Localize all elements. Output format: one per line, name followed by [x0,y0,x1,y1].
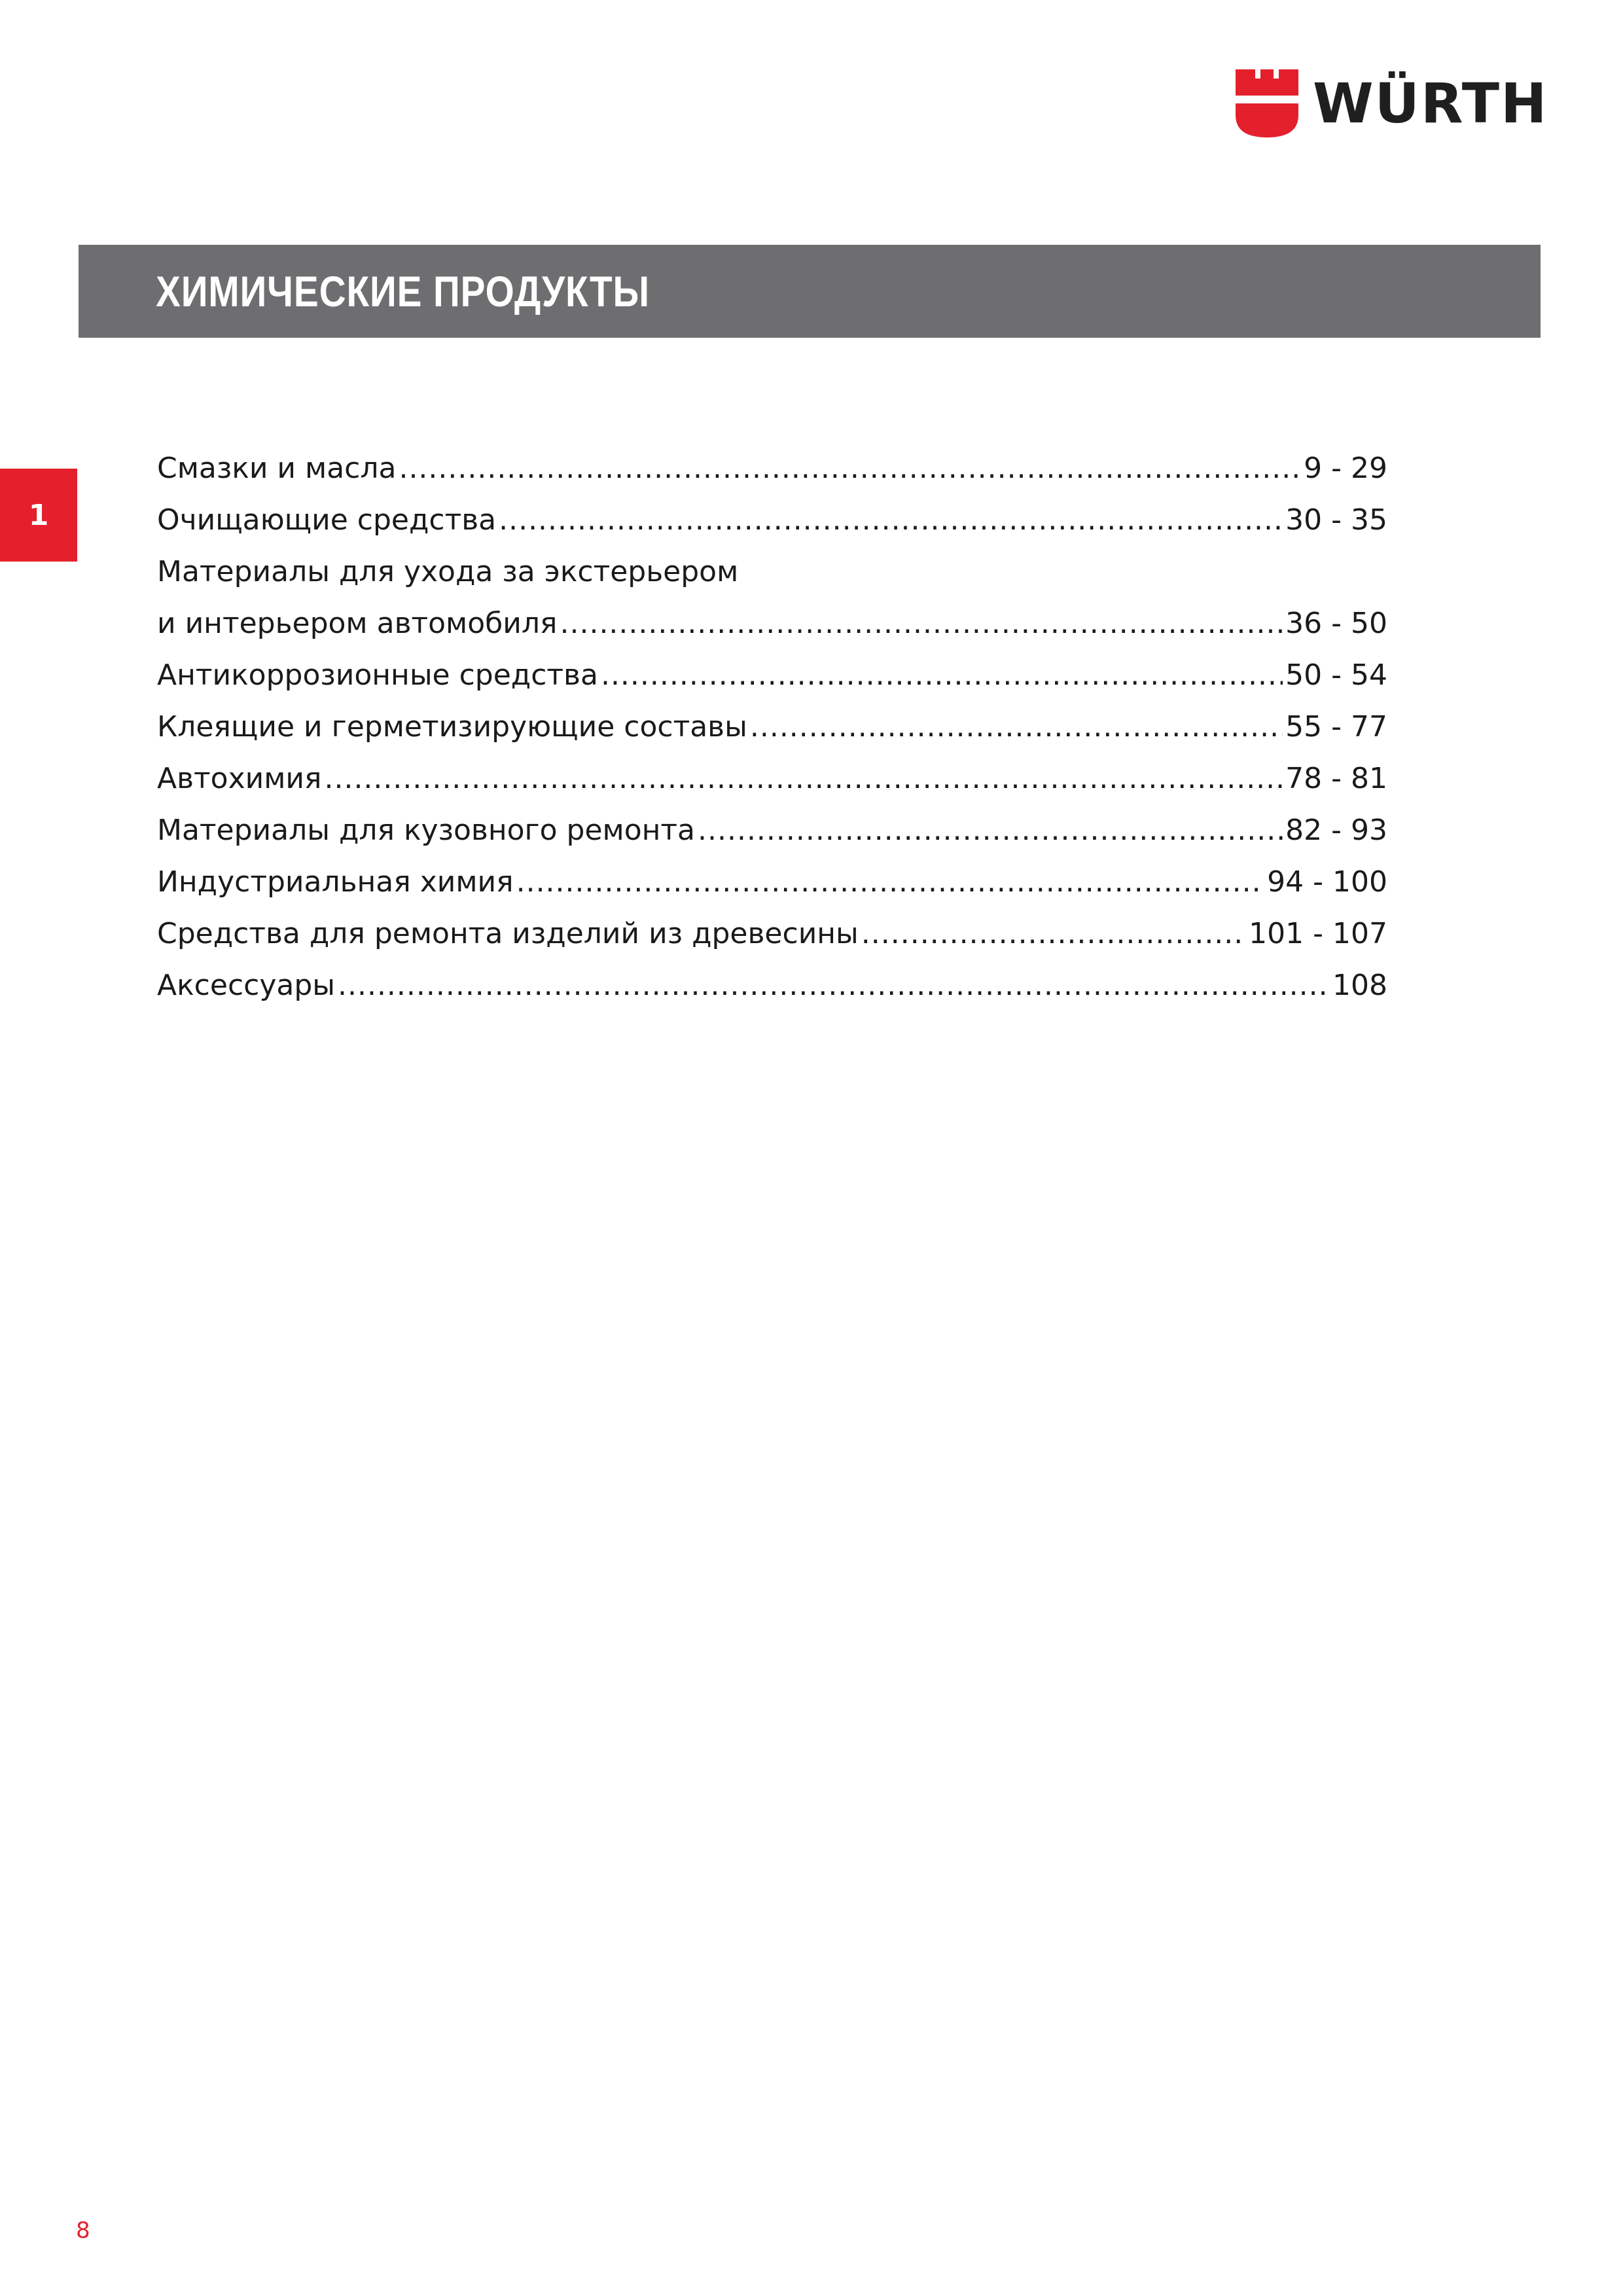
wurth-logo-mark-icon [1236,69,1298,137]
logo-wordmark: WÜRTH [1313,71,1548,135]
toc-item-pages: 108 [1332,969,1387,1002]
toc-item-label: Индустриальная химия [157,865,514,899]
toc-item[interactable] [157,598,1387,649]
toc-item-label: и интерьером автомобиля [157,607,558,640]
toc-item[interactable] [157,908,1387,960]
toc-item-label-line1: Материалы для ухода за экстерьером [157,555,739,588]
section-tab[interactable] [0,469,77,562]
toc-item[interactable] [157,804,1387,856]
toc-leader-dots [499,494,1283,546]
toc-item-label: Автохимия [157,762,322,795]
page-title: ХИМИЧЕСКИЕ ПРОДУКТЫ [156,267,650,315]
toc-item[interactable] [157,649,1387,701]
toc-leader-dots [601,649,1283,701]
toc-item-pages: 101 - 107 [1249,917,1387,950]
toc-item[interactable] [157,701,1387,753]
toc-item-continued-line[interactable] [157,546,1387,598]
toc-item[interactable] [157,960,1387,1011]
page-number: 8 [76,2217,90,2244]
toc-leader-dots [399,442,1301,494]
toc-item-pages: 50 - 54 [1285,658,1387,692]
toc-item[interactable] [157,494,1387,546]
toc-item-pages: 30 - 35 [1285,503,1387,537]
toc-leader-dots [338,960,1330,1011]
toc-leader-dots [560,598,1283,649]
toc-item[interactable] [157,856,1387,908]
table-of-contents [157,442,1387,1011]
toc-leader-dots [324,753,1283,804]
toc-item-pages: 94 - 100 [1267,865,1387,899]
toc-item-pages: 82 - 93 [1285,814,1387,847]
toc-leader-dots [516,856,1265,908]
toc-item-pages: 9 - 29 [1304,452,1387,485]
toc-item-pages: 55 - 77 [1285,710,1387,744]
toc-item-label: Аксессуары [157,969,335,1002]
toc-item-label: Очищающие средства [157,503,497,537]
wurth-logo [1236,68,1548,139]
toc-leader-dots [750,701,1283,753]
toc-item-pages: 36 - 50 [1285,607,1387,640]
toc-item[interactable] [157,442,1387,494]
toc-item-label: Материалы для кузовного ремонта [157,814,696,847]
section-tab-label: 1 [28,498,49,532]
toc-item-label: Антикоррозионные средства [157,658,598,692]
toc-leader-dots [698,804,1283,856]
toc-item[interactable] [157,753,1387,804]
toc-item-label: Смазки и масла [157,452,397,485]
toc-item-label: Средства для ремонта изделий из древесины [157,917,859,950]
toc-item-label: Клеящие и герметизирующие составы [157,710,747,744]
toc-item-pages: 78 - 81 [1285,762,1387,795]
section-title-bar [79,245,1541,338]
toc-leader-dots [861,908,1246,960]
